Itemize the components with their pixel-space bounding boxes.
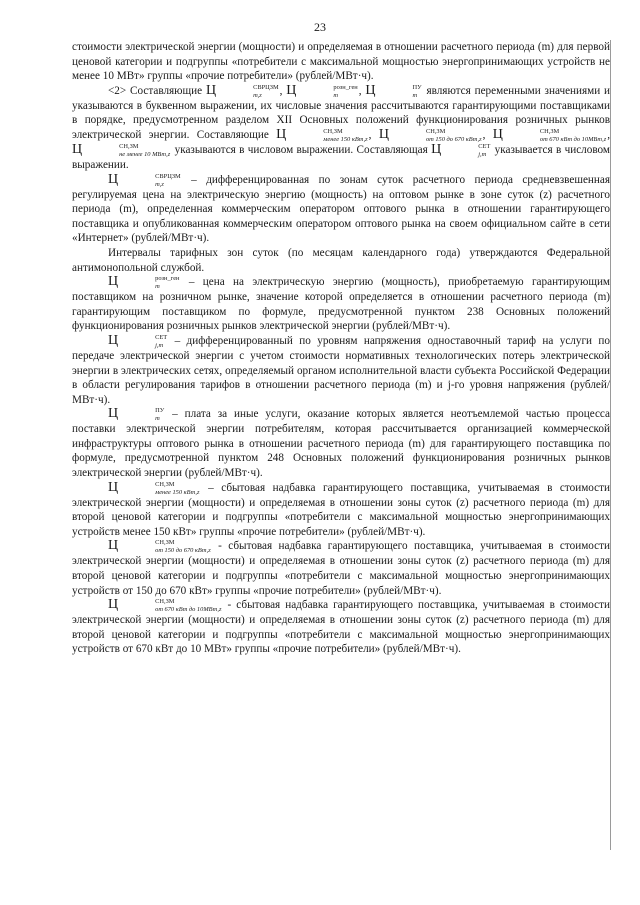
- paragraph-3: [72, 173, 610, 246]
- symbol-c-sn-less150: Ц СН,ЗМ менее 150 кВт,z: [108, 479, 200, 496]
- symbol-c-sn-670-10: Ц СН,ЗМ от 670 кВт до 10МВт,z: [492, 126, 607, 143]
- paragraph-6: [72, 334, 610, 407]
- symbol-c-rozn-gen: Ц розн_ген m: [286, 82, 358, 99]
- symbol-c-sn-150-670: Ц СН,ЗМ от 150 до 670 кВт,z: [378, 126, 482, 143]
- p5-text: – цена на электрическую энергию (мощность), приобретаемую гарантирующим поставщиком на розничном рынке, значение которой определяется в отношении расчетного периода (m) гарантирующим поставщиком по формуле, предусмотренной пунктом 238 Основных положений функционирования розничных рынков электрической энергии (рублей/МВт·ч).: [72, 276, 611, 333]
- margin-scan-line: [610, 40, 611, 850]
- p7-text: – плата за иные услуги, оказание которых является неотъемлемой частью процесса поставки электрической энергии потребителям, которая рассчитывается организацией коммерческой инфраструктуры оптового рынка в отношении расчетного периода (m) для гарантирующего поставщика по формуле, предусмотренной пунктом 248 Основных положений функционирования розничных рынков электрической энергии (рублей/МВт·ч).: [72, 408, 611, 480]
- p9-text: - сбытовая надбавка гарантирующего поставщика, учитываемая в стоимости электрической энергии (мощности) и определяемая в отношении зоны суток (z) расчетного периода (m) для второй ценовой категории и подгруппы «потребители с максимальной мощностью энергопринимающих устройств от 150 до 670 кВт» группы «прочие потребители» (рублей/МВт·ч).: [72, 540, 611, 597]
- symbol-c-set: Ц СЕТ j,m: [431, 141, 491, 158]
- symbol-c-sn-670-10: Ц СН,ЗМ от 670 кВт до 10МВт,z: [108, 597, 222, 614]
- p2-text-a: <2> Составляющие: [108, 84, 203, 97]
- paragraph-9: [72, 539, 610, 598]
- paragraph-5: [72, 275, 610, 334]
- p6-text: – дифференцированный по уровням напряжения одноставочный тариф на услуги по передаче электрической энергии с учетом стоимости нормативных технологических потерь электрической энергии в электрических сетях, определяемый органом исполнительной власти субъекта Российской Федерации в области регулирования тарифов в отношении расчетного периода (m) и j-го уровня напряжения (рублей/МВт·ч).: [72, 334, 610, 406]
- paragraph-2: <2> Составляющие Ц СВРЦЗМ m,z , Ц розн_ген m , Ц ПУ m являются переменными значениями и указываются в буквенном выражении, их числовые значения рассчитываются гарантирующими поставщиками в порядке, предусмотренном разделом XII Основных положений функционирования розничных рынков электрической энергии. Составляющие Ц СН,ЗМ менее 150 кВт,z , Ц СН,ЗМ от 150 до 670 кВт,z , Ц СН,ЗМ от 670 кВт до 10МВт,z , Ц СН,ЗМ не менее 10 МВт,z указываются в числовом выражении. Составляющая Ц СЕТ j,m указывается в числовом выражении.: [72, 82, 611, 171]
- p10-text: - сбытовая надбавка гарантирующего поставщика, учитываемая в стоимости электрической энергии (мощности) и определяемая в отношении зоны суток (z) расчетного периода (m) для второй ценовой категории и подгруппы «потребители с максимальной мощностью энергопринимающих устройств от 670 кВт до 10 МВт» группы «прочие потребители» (рублей/МВт·ч).: [72, 599, 610, 656]
- paragraph-10: [72, 598, 610, 657]
- symbol-c-rozn-gen: Ц розн_ген m: [108, 274, 180, 291]
- paragraph-8: [72, 481, 610, 540]
- symbol-c-sn-less150: Ц СН,ЗМ менее 150 кВт,z: [276, 126, 368, 143]
- symbol-c-sn-150-670: Ц СН,ЗМ от 150 до 670 кВт,z: [108, 538, 211, 555]
- symbol-c-sn-notless10: Ц СН,ЗМ не менее 10 МВт,z: [72, 141, 171, 158]
- paragraph-7: [72, 407, 610, 480]
- symbol-c-set: Ц СЕТ j,m: [108, 332, 168, 349]
- symbol-c-svrczm: Ц СВРЦЗМ m,z: [108, 171, 181, 188]
- paragraph-4: Интервалы тарифных зон суток (по месяцам календарного года) утверждаются Федеральной антимонопольной службой.: [72, 246, 610, 274]
- symbol-c-svrczm: Ц СВРЦЗМ m,z: [205, 82, 279, 99]
- p3-text: – дифференцированная по зонам суток расчетного периода средневзвешенная регулируемая цена на электрическую энергию (мощность) на оптовом рынке в зоне суток (z) расчетного периода (m), определенная коммерческим оператором оптового рынка в отношении гарантирующего поставщика и опубликованная коммерческим оператором оптового рынка на своем официальном сайте в сети «Интернет» (рублей/МВт·ч).: [72, 173, 611, 245]
- symbol-c-pu: Ц ПУ m: [108, 406, 165, 423]
- document-body: [72, 40, 610, 657]
- paragraph-1: стоимости электрической энергии (мощности) и определяемая в отношении расчетного периода (m) для первой ценовой категории и подгруппы «потребители с максимальной мощностью энергопринимающих устройств не менее 10 МВт» группы «прочие потребители» (рублей/МВт·ч).: [72, 41, 610, 83]
- p2-text-d: указывается в числовом выражении.: [72, 143, 611, 171]
- p2-text-c: указываются в числовом выражении. Составляющая: [174, 143, 428, 156]
- page-number: 23: [314, 20, 326, 34]
- symbol-c-pu: Ц ПУ m: [365, 82, 422, 99]
- p8-text: – сбытовая надбавка гарантирующего поставщика, учитываемая в стоимости электрической энергии (мощности) и определяемая в отношении зоны суток (z) расчетного периода (m) для второй ценовой категории и подгруппы «потребители с максимальной мощностью энергопринимающих устройств менее 150 кВт» группы «прочие потребители» (рублей/МВт·ч).: [72, 481, 611, 538]
- p2-text-b: являются переменными значениями и указываются в буквенном выражении, их числовые значения рассчитываются гарантирующими поставщиками в порядке, предусмотренном разделом XII Основных положений функционирования розничных рынков электрической энергии. Составляющие: [72, 84, 611, 141]
